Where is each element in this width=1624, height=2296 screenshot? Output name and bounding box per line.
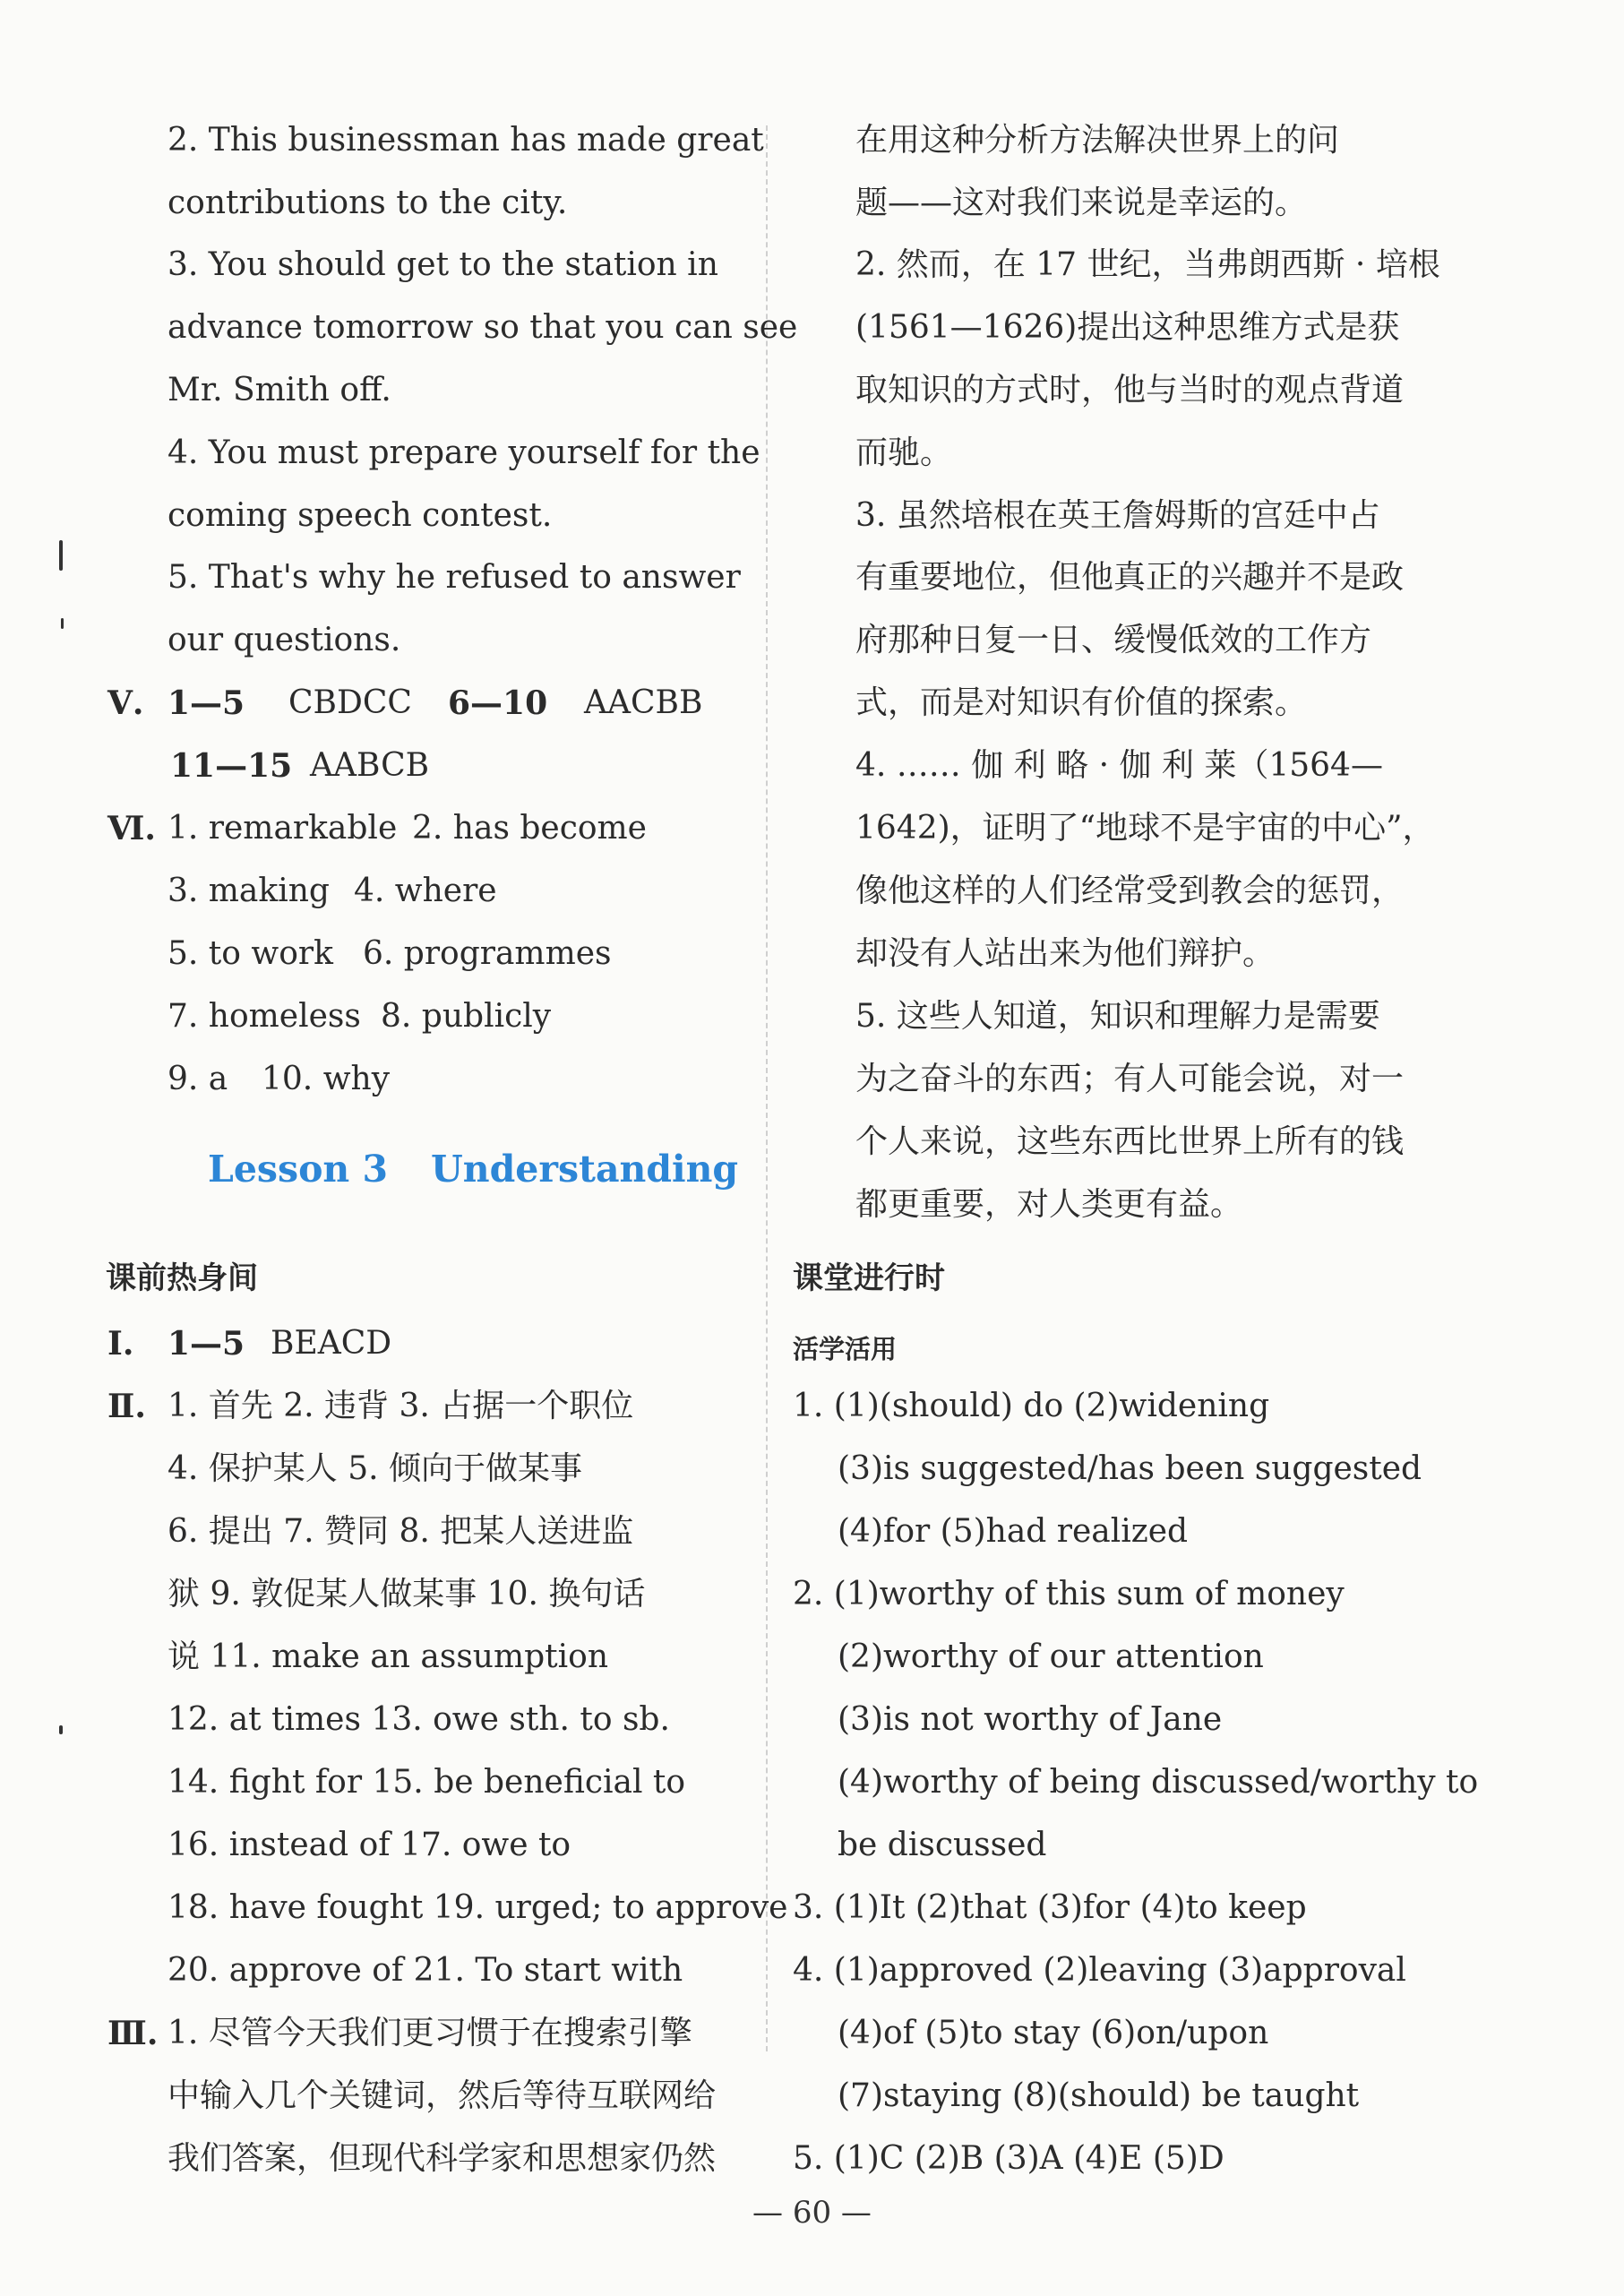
translation-line: 4. …… 伽 利 略 · 伽 利 莱（1564— [855,747,1383,784]
answer-line: Mr. Smith off. [168,372,391,408]
answer-item: 4. where [354,873,497,909]
answer-line: 5. (1)C (2)B (3)A (4)E (5)D [793,2140,1224,2177]
answer-line: (3)is not worthy of Jane [838,1701,1223,1738]
answer-item: 1. remarkable [168,810,398,847]
answer-line: 3. You should get to the station in [168,246,718,283]
section-label-ii: Ⅱ. [107,1388,146,1425]
answer-line: (2)worthy of our attention [838,1638,1264,1675]
translation-line: (1561—1626)提出这种思维方式是获 [855,309,1400,346]
answer-line: 14. fight for 15. be beneficial to [168,1764,686,1801]
answer-item: 8. publicly [381,998,552,1035]
margin-mark [59,540,63,571]
subheading-practice: 活学活用 [793,1334,898,1364]
translation-line: 都更重要，对人类更有益。 [855,1186,1243,1223]
answer-item: 3. making [168,873,330,909]
translation-line: 府那种日复一日、缓慢低效的工作方 [855,622,1372,658]
answer-range: 11—15 [170,747,293,785]
answer-line: 6. 提出 7. 赞同 8. 把某人送进监 [168,1513,634,1550]
answer-line: 3. (1)It (2)that (3)for (4)to keep [793,1889,1307,1926]
translation-line: 为之奋斗的东西；有人可能会说，对一 [855,1061,1405,1097]
translation-line: 个人来说，这些东西比世界上所有的钱 [855,1123,1405,1160]
answer-line: contributions to the city. [168,185,568,221]
translation-line: 而驰。 [855,434,953,471]
answer-line: 5. That's why he refused to answer [168,559,741,596]
answer-line: 中输入几个关键词，然后等待互联网给 [168,2077,717,2114]
answer-line: 4. 保护某人 5. 倾向于做某事 [168,1450,583,1487]
lesson-number: Lesson 3 [208,1148,389,1191]
translation-line: 像他这样的人们经常受到教会的惩罚， [855,873,1405,909]
answer-line: 我们答案，但现代科学家和思想家仍然 [168,2140,717,2177]
answer-line: (4)of (5)to stay (6)on/upon [838,2015,1269,2051]
translation-line: 题——这对我们来说是幸运的。 [855,185,1308,221]
answer-line: 2. This businessman has made great [168,122,764,159]
translation-line: 有重要地位，但他真正的兴趣并不是政 [855,559,1405,596]
answer-value: BEACD [271,1325,392,1362]
answer-value: AABCB [310,747,430,784]
page-number: — 60 — [752,2195,872,2231]
answer-line: be discussed [838,1827,1047,1863]
answer-item: 9. a [168,1061,228,1097]
answer-item: 6. programmes [363,935,612,972]
answer-line: 2. (1)worthy of this sum of money [793,1576,1345,1612]
answer-range: 1—5 [168,684,245,722]
column-divider [766,125,768,2051]
answer-line: 18. have fought 19. urged; to approve [168,1889,788,1926]
answer-item: 2. has become [412,810,647,847]
translation-line: 5. 这些人知道，知识和理解力是需要 [855,998,1380,1035]
translation-line: 2. 然而，在 17 世纪，当弗朗西斯 · 培根 [855,246,1440,283]
answer-range: 6—10 [448,684,548,722]
answer-line: (3)is suggested/has been suggested [838,1450,1422,1487]
section-heading-warmup: 课前热身间 [106,1260,258,1296]
section-label-v: Ⅴ. [107,684,144,722]
section-label-iii: Ⅲ. [107,2015,159,2052]
answer-line: our questions. [168,622,401,658]
answer-line: 狱 9. 敦促某人做某事 10. 换句话 [168,1576,646,1612]
answer-line: (7)staying (8)(should) be taught [838,2077,1360,2114]
section-label-i: Ⅰ. [107,1325,134,1363]
answer-value: CBDCC [288,684,412,721]
translation-line: 3. 虽然培根在英王詹姆斯的宫廷中占 [855,497,1380,534]
answer-item: 10. why [262,1061,391,1097]
answer-line: 1. 尽管今天我们更习惯于在搜索引擎 [168,2015,692,2051]
answer-value: AACBB [584,684,703,721]
answer-line: 16. instead of 17. owe to [168,1827,571,1863]
answer-line: (4)for (5)had realized [838,1513,1189,1550]
answer-line: 12. at times 13. owe sth. to sb. [168,1701,670,1738]
translation-line: 却没有人站出来为他们辩护。 [855,935,1276,972]
answer-line: 20. approve of 21. To start with [168,1952,683,1989]
answer-line: (4)worthy of being discussed/worthy to [838,1764,1479,1801]
section-heading-classroom: 课堂进行时 [793,1260,945,1296]
lesson-title: Understanding [431,1148,739,1191]
answer-line: coming speech contest. [168,497,553,534]
translation-line: 在用这种分析方法解决世界上的问 [855,122,1340,159]
answer-item: 7. homeless [168,998,361,1035]
answer-line: 1. (1)(should) do (2)widening [793,1388,1270,1424]
answer-line: 说 11. make an assumption [168,1638,609,1675]
answer-line: advance tomorrow so that you can see [168,309,798,346]
margin-mark [59,1725,63,1734]
answer-line: 1. 首先 2. 违背 3. 占据一个职位 [168,1388,634,1424]
lesson-heading [208,1148,781,1191]
section-label-vi: Ⅵ. [107,810,156,847]
translation-line: 取知识的方式时，他与当时的观点背道 [855,372,1405,408]
answer-line: 4. (1)approved (2)leaving (3)approval [793,1952,1406,1989]
answer-line: 4. You must prepare yourself for the [168,434,760,471]
margin-mark [61,618,64,629]
translation-line: 1642)，证明了“地球不是宇宙的中心”， [855,810,1435,847]
answer-item: 5. to work [168,935,333,972]
answer-range: 1—5 [168,1325,245,1363]
translation-line: 式，而是对知识有价值的探索。 [855,684,1308,721]
